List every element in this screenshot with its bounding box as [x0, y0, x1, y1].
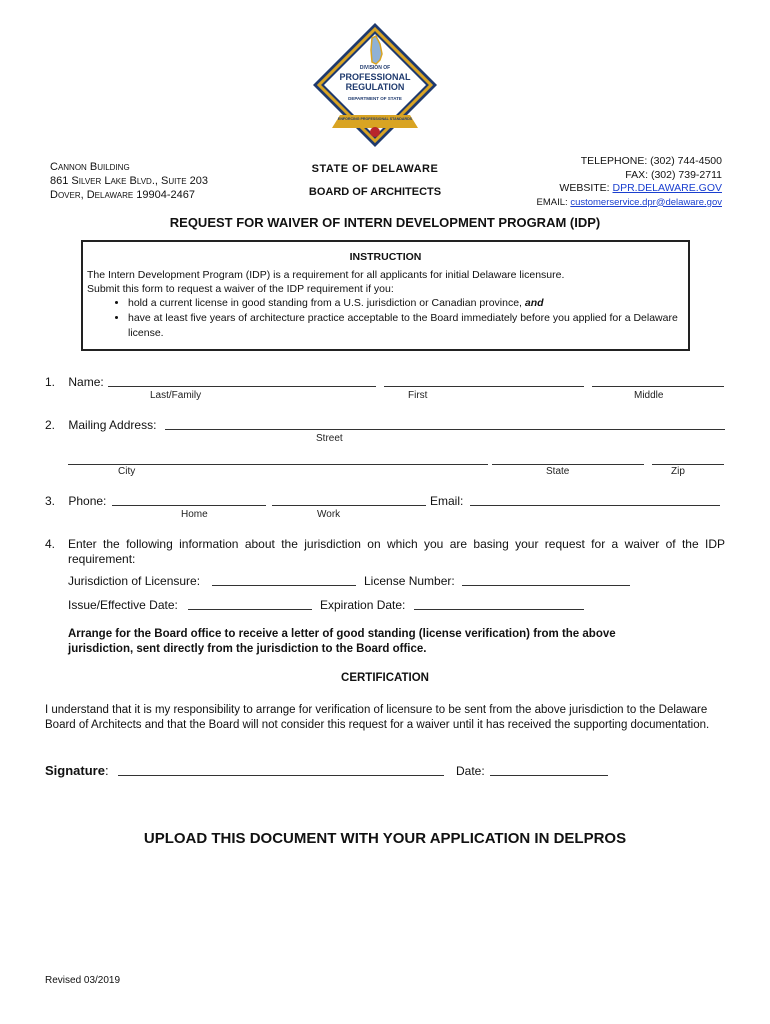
zip-field[interactable] — [652, 452, 724, 465]
jurisdiction-field[interactable] — [212, 573, 356, 586]
arrange-note: Arrange for the Board office to receive a letter of good standing (license verification) from the above jurisdiction, sent directly from the jurisdiction to the Board office. — [68, 628, 616, 655]
middle-label: Middle — [634, 390, 664, 401]
instruction-line2: Submit this form to request a waiver of the IDP requirement if you: — [87, 282, 394, 295]
contact-website-row — [470, 182, 722, 196]
form-title: REQUEST FOR WAIVER OF INTERN DEVELOPMENT PROGRAM (IDP) — [169, 215, 601, 230]
logo-ribbon: ENFORCING PROFESSIONAL STANDARDS — [337, 117, 413, 121]
address-line3: Dover, Delaware 19904-2467 — [50, 189, 195, 201]
state-field[interactable] — [492, 452, 644, 465]
work-phone-field[interactable] — [272, 493, 426, 506]
board-heading: BOARD OF ARCHITECTS — [308, 186, 442, 198]
state-label: State — [546, 466, 570, 477]
contact-block — [470, 155, 722, 209]
phone-label: Phone: — [68, 494, 107, 508]
phone-number: 3. — [45, 494, 56, 508]
bullet-emphasis: and — [524, 297, 544, 309]
mailing-label: Mailing Address: — [68, 418, 157, 432]
street-field[interactable] — [165, 417, 725, 430]
email-field[interactable] — [470, 493, 720, 506]
jurisdiction-number: 4. — [45, 537, 56, 551]
logo-dept: DEPARTMENT OF STATE — [348, 96, 402, 101]
license-number-label: License Number: — [364, 574, 455, 588]
website-link[interactable]: DPR.DELAWARE.GOV — [612, 182, 722, 194]
first-label: First — [408, 390, 428, 401]
date-label: Date: — [456, 764, 485, 778]
address-line2: 861 Silver Lake Blvd., Suite 203 — [50, 175, 208, 187]
mailing-number: 2. — [45, 418, 56, 432]
date-field[interactable] — [490, 763, 608, 776]
name-number: 1. — [45, 375, 56, 389]
certification-text: I understand that it is my responsibility to arrange for verification of licensure to be sent from the above jurisdiction to the Delaware Board of Architects and that the Board will not consider this request for a waiver until it has received the supporting documentation. — [45, 704, 710, 731]
email-label: EMAIL: — [536, 196, 571, 208]
work-label: Work — [317, 509, 341, 520]
website-label: WEBSITE: — [559, 182, 613, 194]
issue-date-field[interactable] — [188, 597, 312, 610]
expiration-date-label: Expiration Date: — [320, 598, 406, 612]
instruction-heading: INSTRUCTION — [349, 251, 422, 263]
contact-fax: FAX: (302) 739-2711 — [625, 168, 722, 181]
contact-telephone: TELEPHONE: (302) 744-4500 — [580, 155, 722, 167]
issue-date-label: Issue/Effective Date: — [68, 598, 178, 612]
instruction-bullets — [83, 296, 688, 341]
instruction-bullet-1: • hold a current license in good standing from a U.S. jurisdiction or Canadian province, and — [128, 296, 688, 311]
city-field[interactable] — [68, 452, 488, 465]
logo-top-text: DIVISION OF — [359, 65, 391, 71]
street-label: Street — [316, 433, 343, 444]
dpr-logo — [310, 20, 440, 150]
contact-email-row — [470, 196, 722, 210]
address-line1: Cannon Building — [50, 161, 130, 173]
email-link[interactable]: customerservice.dpr@delaware.gov — [570, 196, 722, 208]
signature-colon: : — [104, 763, 109, 778]
first-name-field[interactable] — [384, 374, 584, 387]
last-family-label: Last/Family — [150, 390, 202, 401]
board-address — [50, 160, 250, 202]
license-number-field[interactable] — [462, 573, 630, 586]
certification-heading: CERTIFICATION — [341, 672, 429, 684]
signature-row — [45, 763, 109, 778]
phone-row — [45, 494, 106, 508]
upload-note: UPLOAD THIS DOCUMENT WITH YOUR APPLICATION IN DELPROS — [143, 830, 627, 847]
name-label: Name: — [68, 375, 104, 389]
city-label: City — [118, 466, 136, 477]
jurisdiction-label: Jurisdiction of Licensure: — [68, 574, 201, 588]
logo-title-line1: PROFESSIONAL — [339, 72, 411, 82]
instruction-bullet-2: • have at least five years of architecture practice acceptable to the Board immediately before you applied for a Delaware license. — [128, 311, 688, 341]
home-label: Home — [181, 509, 208, 520]
last-name-field[interactable] — [108, 374, 376, 387]
revised-date: Revised 03/2019 — [45, 975, 121, 986]
jurisdiction-instructions: Enter the following information about the jurisdiction on which you are basing your request for a waiver of the IDP requirement: — [68, 537, 725, 566]
zip-label: Zip — [671, 466, 685, 477]
instruction-box — [81, 240, 690, 351]
instruction-line1: The Intern Development Program (IDP) is a requirement for all applicants for initial Delaware licensure. — [87, 269, 565, 281]
home-phone-field[interactable] — [112, 493, 266, 506]
logo-title-line2: REGULATION — [345, 82, 405, 92]
state-heading: STATE OF DELAWARE — [311, 163, 439, 175]
email-field-label: Email: — [430, 494, 464, 508]
signature-field[interactable] — [118, 763, 444, 776]
mailing-row — [45, 418, 156, 432]
signature-label: Signature — [45, 763, 105, 778]
expiration-date-field[interactable] — [414, 597, 584, 610]
middle-name-field[interactable] — [592, 374, 724, 387]
